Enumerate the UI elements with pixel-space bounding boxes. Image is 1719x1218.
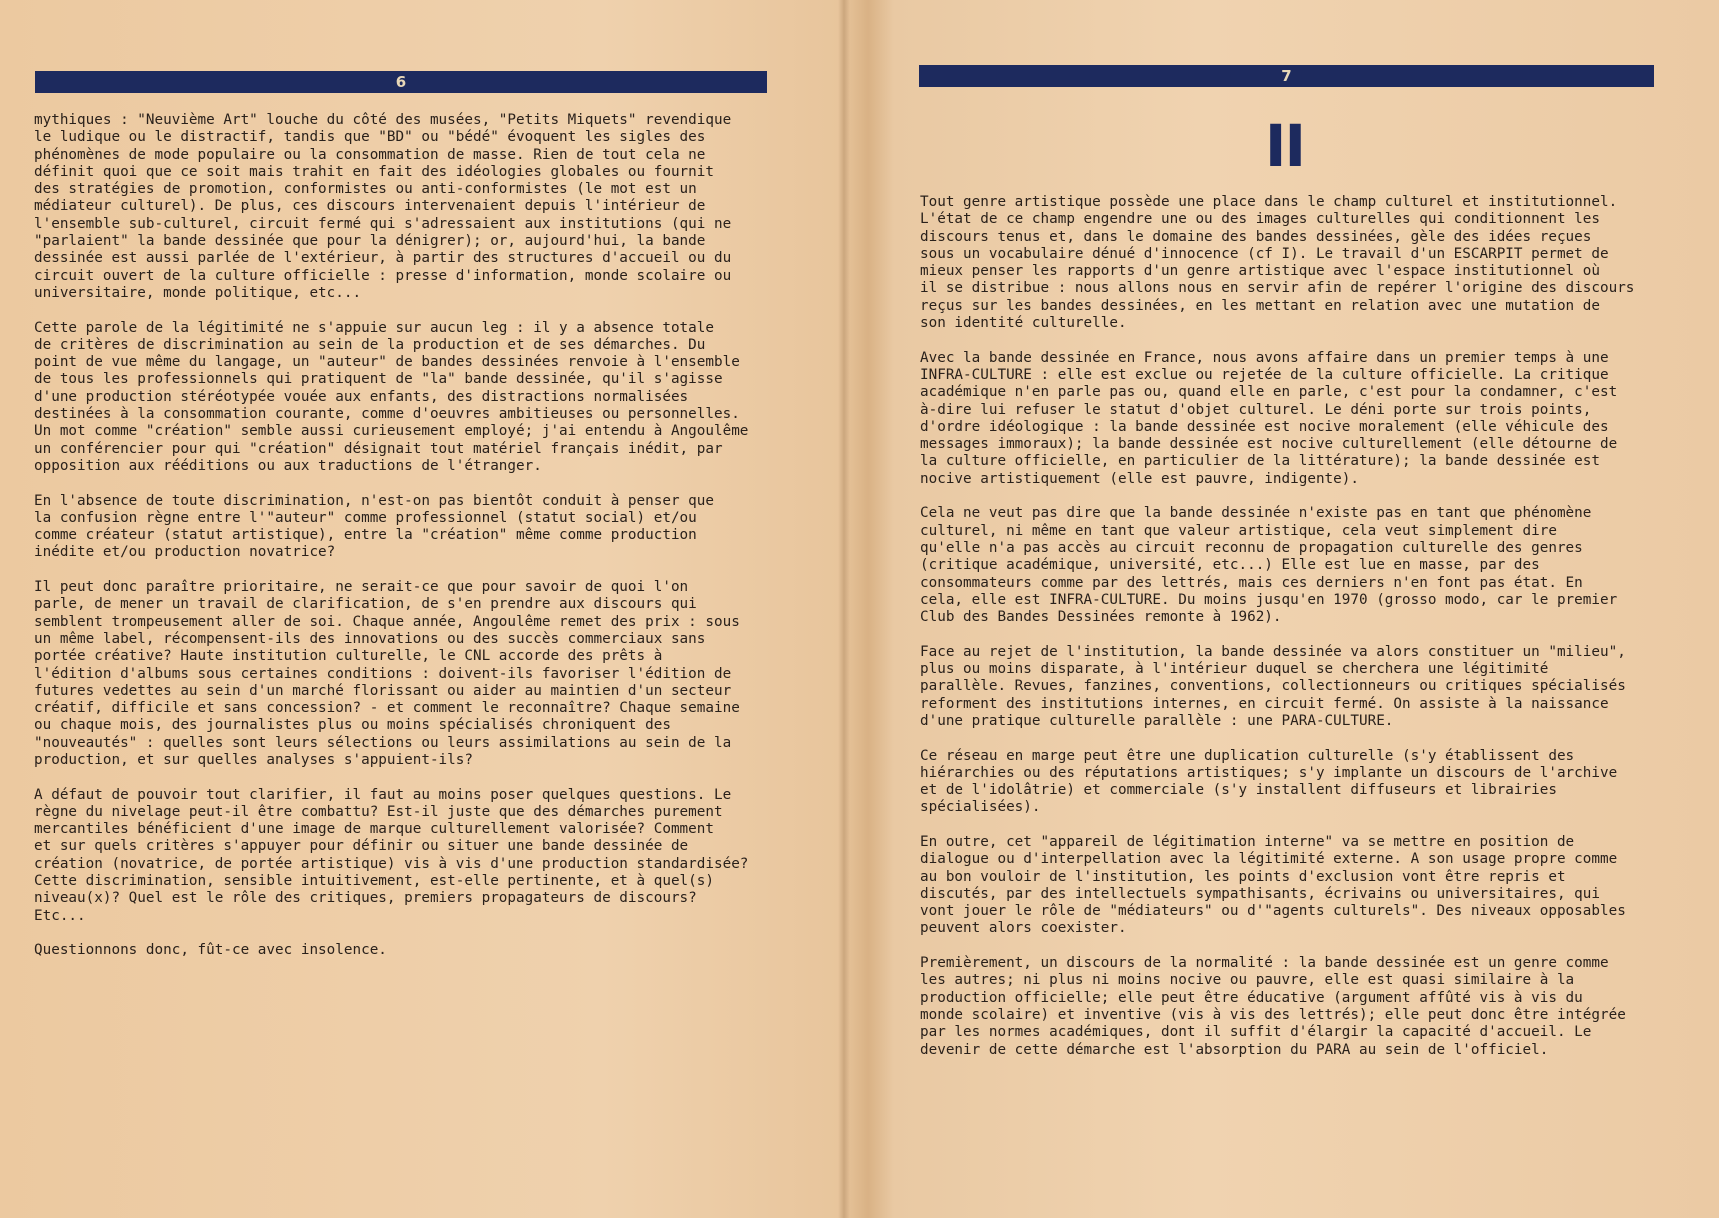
left-paragraph-2: Cette parole de la légitimité ne s'appuie sur aucun leg : il y a absence totale de critères de discrimination au sein de la production et de ses démarches. Du point de vue même du langage, un "auteur" de bandes dessinées renvoie à l'ensemble de tous les professionnels qui pratiquent de "la" bande dessinée, qu'il s'agisse d'une production stéréotypée vouée aux enfants, des distractions normalisées destinées à la consommation courante, comme d'oeuvres ambitieuses ou personnelles. Un mot comme "création" semble aussi curieusement employé; j'ai entendu à Angoulême un conférencier pour qui "création" désignait tout matériel français inédit, par opposition aux rééditions ou aux traductions de l'étranger. [34,319,749,474]
chapter-numeral: II [1264,112,1305,180]
right-page [850,0,1719,1218]
left-paragraph-1: mythiques : "Neuvième Art" louche du côté des musées, "Petits Miquets" revendique le ludique ou le distractif, tandis que "BD" ou "bédé" évoquent les sigles des phénomènes de mode populaire ou la consommation de masse. Rien de tout cela ne définit quoi que ce soit mais trahit en fait des idéologies globales ou fournit des stratégies de promotion, conformistes ou anti-conformistes (le mot est un médiateur culturel). De plus, ces discours intervenaient depuis l'intérieur de l'ensemble sub-culturel, circuit fermé qui s'adressaient aux institutions (qui ne "parlaient" la bande dessinée que pour la dénigrer); or, aujourd'hui, la bande dessinée est aussi parlée de l'extérieur, à partir des structures d'accueil ou du circuit ouvert de la culture officielle : presse d'information, monde scolaire ou universitaire, monde politique, etc... [34,112,732,301]
left-paragraph-4: Il peut donc paraître prioritaire, ne serait-ce que pour savoir de quoi l'on parle, de mener un travail de clarification, de s'en prendre aux discours qui semblent trompeusement aller de soi. Chaque année, Angoulême remet des prix : sous un même label, récompensent-ils des innovations ou des succès commerciaux sans portée créative? Haute institution culturelle, le CNL accorde des prêts à l'édition d'albums sous certaines conditions : doivent-ils favoriser l'édition de futures vedettes au sein d'un marché florissant ou aider au maintien d'un secteur créatif, difficile et sans concession? - et comment le reconnaître? Chaque semaine ou chaque mois, des journalistes plus ou moins spécialisés chroniquent des "nouveautés" : quelles sont leurs sélections ou leurs assimilations au sein de la production, et sur quelles analyses s'appuient-ils? [34,579,740,768]
right-page-text [920,194,1680,1076]
right-page-number: 7 [1281,67,1292,85]
right-paragraph-7: Premièrement, un discours de la normalité : la bande dessinée est un genre comme les autres; ni plus ni moins nocive ou pauvre, elle est quasi similaire à la production officielle; elle peut être éducative (argument affûté vis à vis du monde scolaire) et inventive (vis à vis des lettrés); elle peut donc être intégrée par les normes académiques, dont il suffit d'élargir la capacité d'accueil. Le devenir de cette démarche est l'absorption du PARA au sein de l'officiel. [920,955,1626,1058]
left-paragraph-3: En l'absence de toute discrimination, n'est-on pas bientôt conduit à penser que la confusion règne entre l'"auteur" comme professionnel (statut social) et/ou comme créateur (statut artistique), entre la "création" même comme production inédite et/ou production novatrice? [34,492,714,561]
left-paragraph-5: A défaut de pouvoir tout clarifier, il faut au moins poser quelques questions. Le règne du nivelage peut-il être combattu? Est-il juste que des démarches purement mercantiles bénéficient d'une image de marque culturellement valorisée? Comment et sur quels critères s'appuyer pour définir ou situer une bande dessinée de création (novatrice, de portée artistique) vis à vis d'une production standardisée? Cette discrimination, sensible intuitivement, est-elle pertinente, et à quel(s) niveau(x)? Quel est le rôle des critiques, premiers propagateurs de discours? Etc... [34,786,749,924]
left-page-number: 6 [395,73,407,91]
right-page-header-bar [919,65,1654,87]
right-paragraph-1: Tout genre artistique possède une place dans le champ culturel et institutionnel. L'état de ce champ engendre une ou des images culturelles qui conditionnent les discours tenus et, dans le domaine des bandes dessinées, gèle des idées reçues sous un vocabulaire dénué d'innocence (cf I). Le travail d'un ESCARPIT permet de mieux penser les rapports d'un genre artistique avec l'espace institutionnel où il se distribue : nous allons nous en servir afin de repérer l'origine des discours reçus sur les bandes dessinées, en les mettant en relation avec une mutation de son identité culturelle. [920,194,1635,332]
right-paragraph-4: Face au rejet de l'institution, la bande dessinée va alors constituer un "milieu", plus ou moins disparate, à l'intérieur duquel se cherchera une légitimité parallèle. Revues, fanzines, conventions, collectionneurs ou critiques spécialisés reforment des institutions internes, en circuit fermé. On assiste à la naissance d'une pratique culturelle parallèle : une PARA-CULTURE. [920,643,1626,729]
right-paragraph-5: Ce réseau en marge peut être une duplication culturelle (s'y établissent des hiérarchies ou des réputations artistiques; s'y implante un discours de l'archive et de l'idolâtrie) et commerciale (s'y installent diffuseurs et librairies spécialisées). [920,747,1618,816]
left-page-text [34,112,779,977]
right-paragraph-6: En outre, cet "appareil de légitimation interne" va se mettre en position de dialogue ou d'interpellation avec la légitimité externe. A son usage propre comme au bon vouloir de l'institution, les points d'exclusion vont être repris et discutés, par des intellectuels sympathisants, écrivains ou universitaires, qui vont jouer le rôle de "médiateurs" ou d'"agents culturels". Des niveaux opposables peuvent alors coexister. [920,833,1626,937]
left-page-header-bar [35,71,767,93]
left-page [0,0,840,1218]
left-paragraph-6: Questionnons donc, fût-ce avec insolence. [34,942,387,959]
right-paragraph-2: Avec la bande dessinée en France, nous avons affaire dans un premier temps à une INFRA-CULTURE : elle est exclue ou rejetée de la culture officielle. La critique académique n'en parle pas ou, quand elle en parle, c'est pour la condamner, c'est à-dire lui refuser le statut d'objet culturel. Le déni porte sur trois points, d'ordre idéologique : la bande dessinée est nocive moralement (elle véhicule des messages immoraux); la bande dessinée est nocive culturellement (elle détourne de la culture officielle, en particulier de la littérature); la bande dessinée est nocive artistiquement (elle est pauvre, indigente). [920,349,1618,487]
right-paragraph-3: Cela ne veut pas dire que la bande dessinée n'existe pas en tant que phénomène culturel, ni même en tant que valeur artistique, cela veut simplement dire qu'elle n'a pas accès au circuit reconnu de propagation culturelle des genres (critique académique, université, etc...) Elle est lue en masse, par des consommateurs comme par des lettrés, mais ces derniers n'en font pas état. En cela, elle est INFRA-CULTURE. Du moins jusqu'en 1970 (grosso modo, car le premier Club des Bandes Dessinées remonte à 1962). [920,505,1618,626]
